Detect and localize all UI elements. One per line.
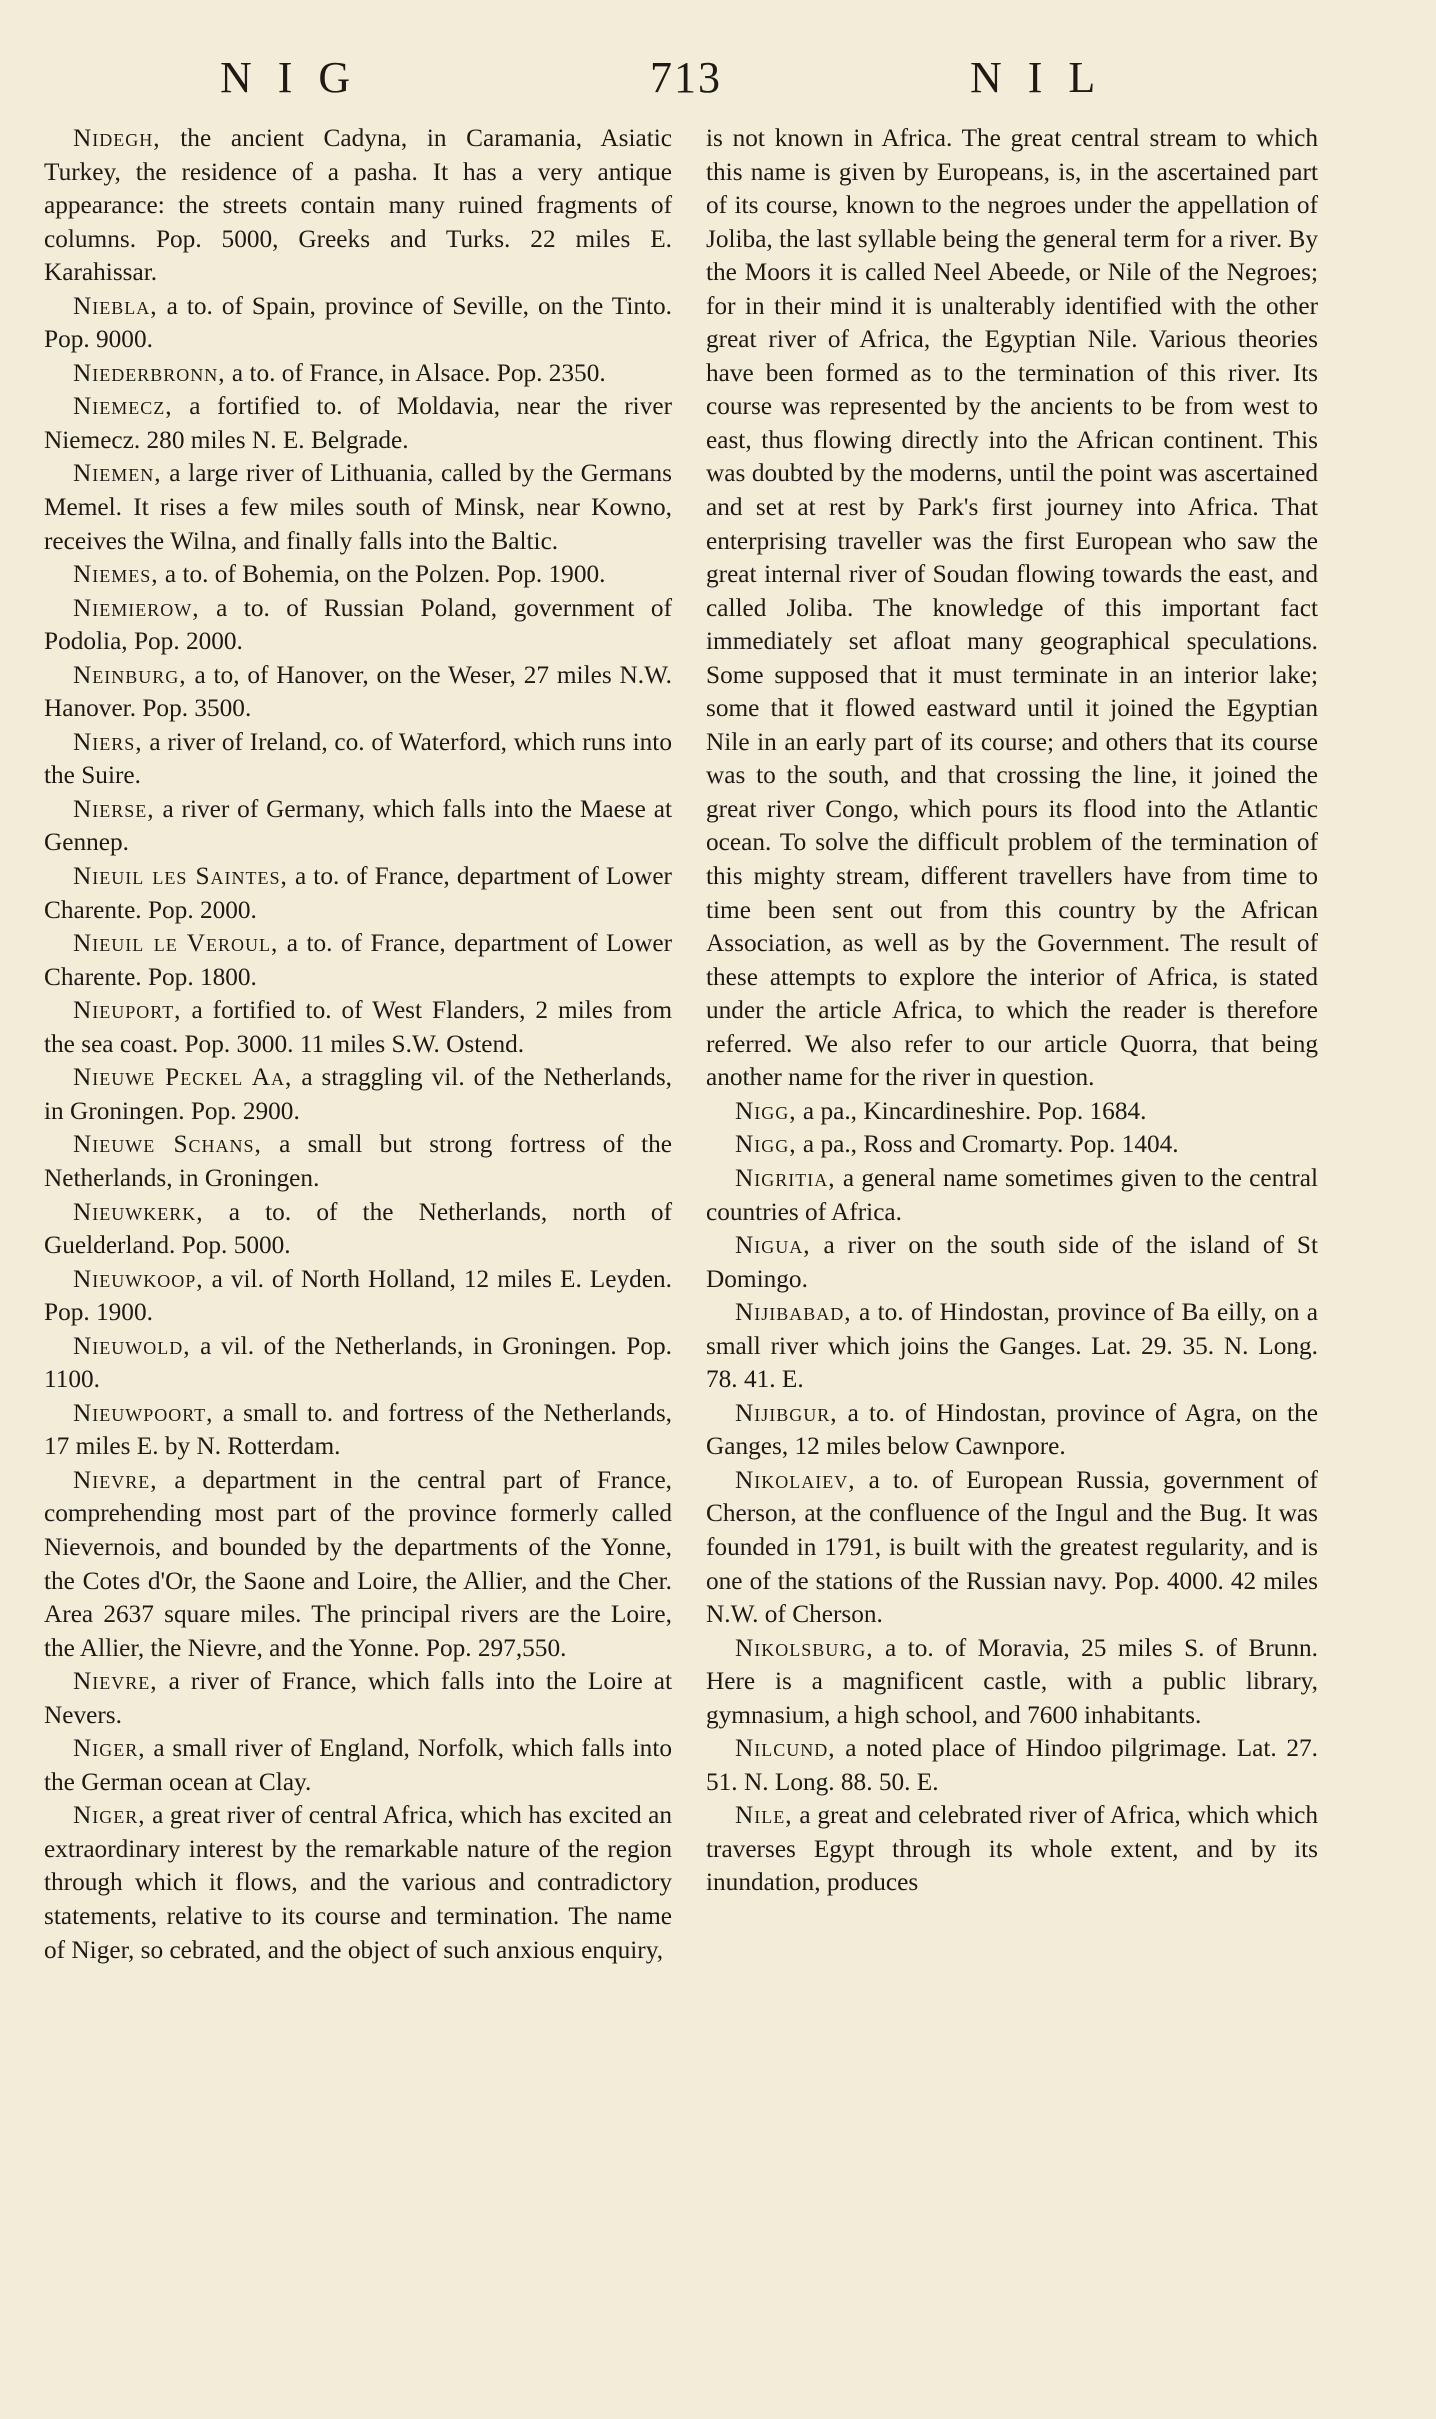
gazetteer-entry (706, 1128, 1318, 1162)
gazetteer-entry (44, 1196, 672, 1263)
entry-text: a fortified to. of West Flanders, 2 miles from the sea coast. Pop. 3000. 11 miles S.W. Ostend. (44, 996, 672, 1058)
entry-headword: Nidegh, (73, 124, 161, 152)
entry-headword: Nigritia, (735, 1163, 836, 1192)
entry-headword: Nile, (735, 1801, 793, 1830)
entry-text: a to. of European Russia, government of Cherson, at the confluence of the Ingul and the Bug. It was founded in 1791, is built with the greatest regularity, and is one of the stations of the Russian navy. Pop. 4000. 42 miles N.W. of Cherson. (706, 1465, 1318, 1629)
gazetteer-entry (706, 1464, 1318, 1632)
left-column (44, 122, 672, 1967)
entry-text: is not known in Africa. The great central stream to which this name is given by Europeans, is, in the ascertained part of its course, known to the negroes under the appellation of Joliba, the last syllable being the general term for a river. By the Moors it is called Neel Abeede, or Nile of the Negroes; for in their mind it is unalterably identified with the other great river of Africa, the Egyptian Nile. Various theories have been formed as to the termination of this river. Its course was represented by the ancients to be from west to east, thus flowing directly into the African continent. This was doubted by the moderns, until the point was ascertained and set at rest by Park's first journey into Africa. That enterprising traveller was the first European who saw the great internal river of Soudan flowing towards the east, and called Joliba. The knowledge of this important fact immediately set afloat many geographical speculations. Some supposed that it must terminate in an interior lake; some that it flowed eastward until it joined the Egyptian Nile in an early part of its course; and others that its course was to the south, and that crossing the line, it joined the great river Congo, which pours its flood into the Atlantic ocean. To solve the difficult problem of the termination of this mighty stream, different travellers have from time to time been sent out from this country by the African Association, as well as by the Government. The result of these attempts to explore the interior of Africa, is stated under the article Africa, to which the reader is therefore referred. We also refer to our article Quorra, that being another name for the river in question. (706, 124, 1318, 1092)
entry-text: a small but strong fortress of the Netherlands, in Groningen. (44, 1130, 672, 1192)
entry-text: a to. of Hindostan, province of Ba eilly, on a small river which joins the Ganges. Lat. 29. 35. N. Long. 78. 41. E. (706, 1298, 1318, 1394)
entry-headword: Nieuwold, (73, 1331, 191, 1360)
header-left-guide-word: NIG (220, 53, 377, 102)
entry-text: a large river of Lithuania, called by the Germans Memel. It rises a few miles south of Minsk, near Kowno, receives the Wilna, and finally falls into the Baltic. (44, 459, 672, 555)
gazetteer-entry (44, 726, 672, 793)
entry-text: a fortified to. of Moldavia, near the river Niemecz. 280 miles N. E. Belgrade. (44, 392, 672, 454)
gazetteer-entry (44, 457, 672, 558)
entry-headword: Nieuwpoort, (73, 1398, 214, 1427)
entry-headword: Nilcund, (735, 1734, 836, 1763)
entry-headword: Nieuwe Schans, (73, 1130, 262, 1159)
entry-text: a great river of central Africa, which has excited an extraordinary interest by the remarkable nature of the region through which it flows, and the various and contradictory statements, relative to its course and termination. The name of Niger, so cebrated, and the object of such anxious enquiry, (44, 1801, 672, 1964)
entry-text: a river on the south side of the island of St Domingo. (706, 1231, 1318, 1293)
entry-headword: Niers, (73, 727, 143, 756)
entry-text: a vil. of North Holland, 12 miles E. Leyden. Pop. 1900. (44, 1264, 672, 1327)
gazetteer-entry (706, 1632, 1318, 1733)
gazetteer-entry (44, 1799, 672, 1967)
entry-headword: Nikolaiev, (735, 1465, 856, 1494)
gazetteer-entry (44, 793, 672, 860)
entry-headword: Nikolsburg, (735, 1633, 874, 1662)
page-header (40, 52, 1360, 122)
gazetteer-entry (44, 122, 672, 290)
entry-headword: Nigg, (735, 1096, 797, 1125)
book-page (40, 40, 1360, 2400)
entry-text: a to. of Bohemia, on the Polzen. Pop. 1900. (158, 560, 606, 589)
entry-text: a to, of Hanover, on the Weser, 27 miles N.W. Hanover. Pop. 3500. (44, 660, 672, 723)
entry-headword: Nigg, (735, 1130, 797, 1159)
gazetteer-entry (44, 1665, 672, 1732)
entry-text: a to. of Hindostan, province of Agra, on the Ganges, 12 miles below Cawnpore. (706, 1398, 1318, 1461)
gazetteer-entry (44, 1330, 672, 1397)
entry-text: a department in the central part of France, comprehending most part of the province formerly called Nievernois, and bounded by the departments of the Yonne, the Cotes d'Or, the Saone and Loire, the Allier, and the Cher. Area 2637 square miles. The principal rivers are the Loire, the Allier, the Nievre, and the Yonne. Pop. 297,550. (44, 1465, 672, 1662)
entry-headword: Nieuport, (73, 996, 182, 1025)
entry-text: a noted place of Hindoo pilgrimage. Lat. 27. 51. N. Long. 88. 50. E. (706, 1734, 1318, 1796)
gazetteer-entry (44, 860, 672, 927)
gazetteer-entry (44, 290, 672, 357)
entry-headword: Nieuwe Peckel Aa, (73, 1063, 293, 1092)
gazetteer-entry (706, 1229, 1318, 1296)
gazetteer-entry (44, 357, 672, 391)
entry-headword: Nijibabad, (735, 1298, 852, 1327)
entry-text: a to. of Moravia, 25 miles S. of Brunn. Here is a magnificent castle, with a public library, gymnasium, a high school, and 7600 inhabitants. (706, 1633, 1318, 1729)
gazetteer-entry (44, 390, 672, 457)
gazetteer-entry (706, 1162, 1318, 1229)
gazetteer-entry (44, 659, 672, 726)
entry-text: a to. of Russian Poland, government of Podolia, Pop. 2000. (44, 593, 672, 656)
entry-headword: Niemes, (73, 560, 159, 589)
entry-text: a river of Ireland, co. of Waterford, which runs into the Suire. (44, 727, 672, 790)
gazetteer-entry (44, 927, 672, 994)
entry-text: a to. of France, in Alsace. Pop. 2350. (225, 358, 606, 387)
entry-headword: Niger, (73, 1801, 146, 1830)
entry-headword: Niemen, (73, 459, 162, 488)
gazetteer-entry (706, 1732, 1318, 1799)
gazetteer-entry (706, 1095, 1318, 1129)
gazetteer-entry (44, 592, 672, 659)
entry-text: a pa., Ross and Cromarty. Pop. 1404. (796, 1130, 1179, 1159)
gazetteer-entry (44, 1397, 672, 1464)
entry-headword: Niger, (73, 1734, 146, 1763)
entry-text: a straggling vil. of the Netherlands, in Groningen. Pop. 2900. (44, 1063, 672, 1125)
entry-headword: Nieuil le Veroul, (73, 929, 279, 958)
entry-headword: Nievre, (73, 1465, 158, 1494)
entry-headword: Nijibgur, (735, 1398, 838, 1427)
entry-headword: Nieuil les Saintes, (73, 862, 288, 891)
page-number: 713 (650, 53, 722, 102)
entry-text: the ancient Cadyna, in Caramania, Asiatic Turkey, the residence of a pasha. It has a very antique appearance: the streets contain many ruined fragments of columns. Pop. 5000, Greeks and Turks. 22 miles E. Karahissar. (44, 124, 672, 287)
entry-text: a small river of England, Norfolk, which falls into the German ocean at Clay. (44, 1734, 672, 1796)
gazetteer-entry (44, 1464, 672, 1665)
gazetteer-entry (44, 1732, 672, 1799)
entry-headword: Nieuwkoop, (73, 1264, 204, 1293)
entry-text: a to. of France, department of Lower Charente. Pop. 1800. (44, 929, 672, 991)
entry-headword: Nievre, (73, 1667, 158, 1696)
entry-headword: Niemecz, (73, 392, 173, 421)
gazetteer-entry (706, 1799, 1318, 1900)
gazetteer-entry (44, 1128, 672, 1195)
entry-text: a to. of France, department of Lower Charente. Pop. 2000. (44, 862, 672, 924)
header-right-guide-word: NIL (970, 53, 1122, 102)
entry-headword: Niebla, (73, 291, 158, 320)
entry-text: a to. of Spain, province of Seville, on the Tinto. Pop. 9000. (44, 291, 672, 354)
entry-headword: Nieuwkerk, (73, 1197, 204, 1226)
entry-text: a river of Germany, which falls into the Maese at Gennep. (44, 794, 672, 857)
right-column (706, 122, 1318, 1900)
gazetteer-entry (44, 994, 672, 1061)
entry-headword: Nigua, (735, 1231, 811, 1260)
entry-text: a general name sometimes given to the central countries of Africa. (706, 1163, 1318, 1226)
gazetteer-entry (44, 558, 672, 592)
entry-headword: Neinburg, (73, 660, 187, 689)
gazetteer-entry (706, 1397, 1318, 1464)
entry-headword: Niemierow, (73, 593, 200, 622)
gazetteer-entry (44, 1061, 672, 1128)
entry-text: a vil. of the Netherlands, in Groningen. Pop. 1100. (44, 1331, 672, 1394)
gazetteer-entry (44, 1263, 672, 1330)
entry-text: a great and celebrated river of Africa, which which traverses Egypt through its whole extent, and by its inundation, produces (706, 1801, 1318, 1897)
entry-text: a river of France, which falls into the Loire at Nevers. (44, 1667, 672, 1729)
gazetteer-entry (706, 122, 1318, 1095)
entry-text: a pa., Kincardineshire. Pop. 1684. (796, 1096, 1147, 1125)
entry-text: a small to. and fortress of the Netherlands, 17 miles E. by N. Rotterdam. (44, 1398, 672, 1461)
entry-text: a to. of the Netherlands, north of Guelderland. Pop. 5000. (44, 1197, 672, 1260)
gazetteer-entry (706, 1296, 1318, 1397)
entry-headword: Niederbronn, (73, 358, 226, 387)
entry-headword: Nierse, (73, 794, 155, 823)
